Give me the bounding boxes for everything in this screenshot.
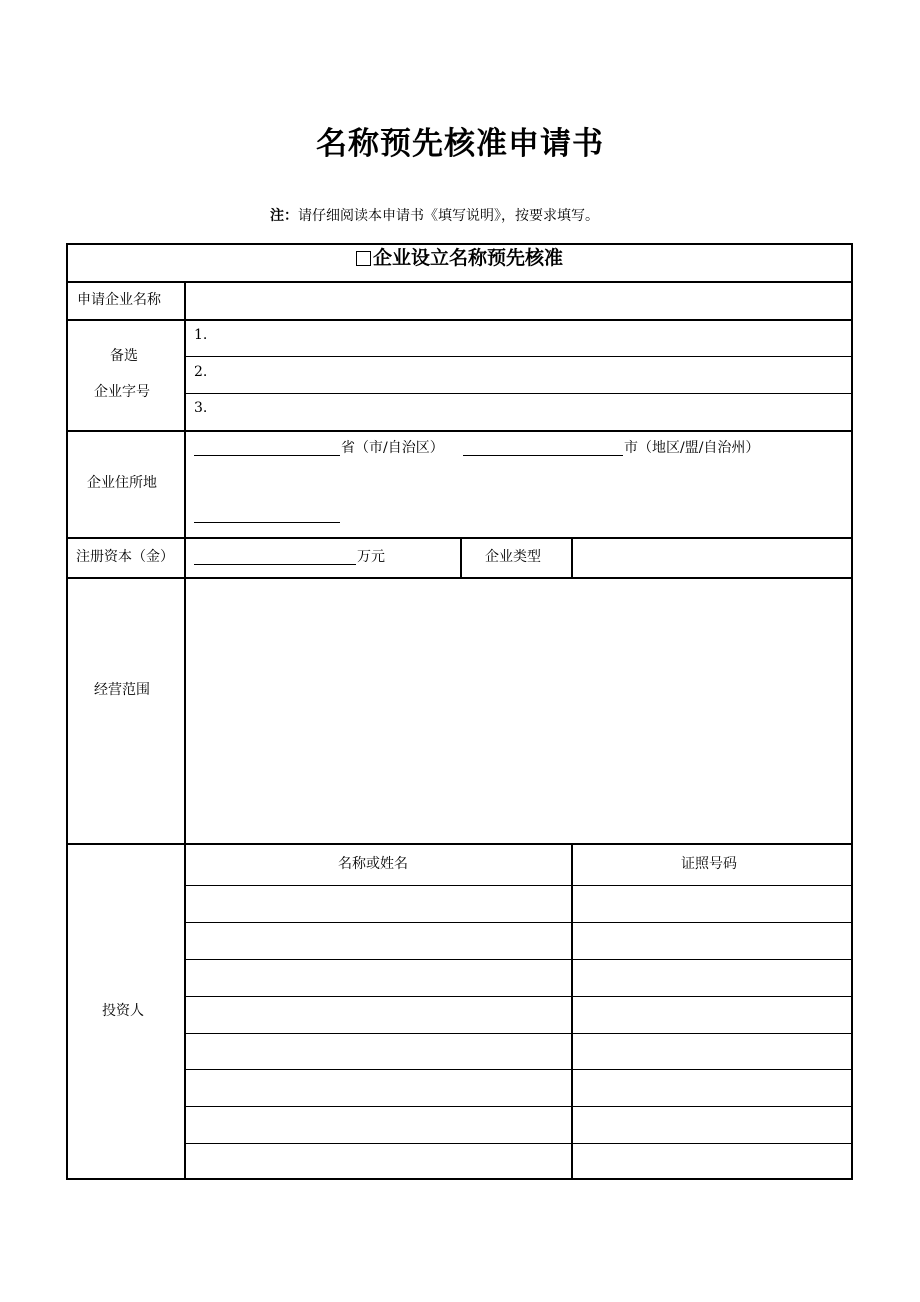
form-header-label: 企业设立名称预先核准	[372, 247, 563, 269]
row-divider	[185, 996, 853, 997]
row-divider	[185, 1143, 853, 1144]
alt-name-3-field[interactable]	[215, 396, 849, 428]
row-divider	[185, 393, 853, 394]
business-scope-label: 经营范围	[94, 682, 150, 698]
alt-name-2-field[interactable]	[215, 359, 849, 391]
note-text: 请仔细阅读本申请书《填写说明》，按要求填写。	[298, 208, 599, 224]
row-divider	[185, 1069, 853, 1070]
column-divider	[184, 283, 186, 1180]
alt-name-1-number: 1.	[194, 327, 208, 343]
checkbox[interactable]	[356, 251, 371, 266]
applicant-name-label: 申请企业名称	[77, 292, 161, 308]
alt-name-1-field[interactable]	[215, 322, 849, 354]
city-blank[interactable]	[463, 455, 623, 456]
row-divider	[185, 885, 853, 886]
row-divider	[185, 959, 853, 960]
enterprise-type-label: 企业类型	[485, 549, 541, 565]
address-detail-blank[interactable]	[194, 522, 340, 523]
column-divider	[571, 845, 573, 1180]
city-suffix: 市（地区/盟/自治州）	[624, 440, 760, 456]
note-prefix: 注：	[270, 208, 298, 224]
alt-names-label-line1: 备选	[110, 348, 138, 364]
alt-name-3-number: 3.	[194, 400, 208, 416]
column-divider	[571, 539, 573, 578]
alt-name-2-number: 2.	[194, 364, 208, 380]
capital-unit: 万元	[357, 549, 385, 565]
capital-blank[interactable]	[194, 564, 356, 565]
investor-col-id: 证照号码	[681, 856, 737, 872]
row-divider	[185, 356, 853, 357]
capital-label: 注册资本（金）	[76, 549, 174, 565]
form-header[interactable]	[68, 244, 851, 282]
investor-label: 投资人	[102, 1003, 144, 1019]
alt-names-label-line2: 企业字号	[94, 384, 150, 400]
row-divider	[185, 1033, 853, 1034]
address-label: 企业住所地	[87, 475, 157, 491]
enterprise-type-field[interactable]	[575, 542, 849, 574]
province-suffix: 省（市/自治区）	[341, 440, 444, 456]
column-divider	[460, 539, 462, 578]
investor-col-name: 名称或姓名	[338, 856, 408, 872]
province-blank[interactable]	[194, 455, 340, 456]
page-title: 名称预先核准申请书	[316, 126, 604, 162]
instruction-note	[270, 205, 599, 225]
row-divider	[185, 922, 853, 923]
business-scope-field[interactable]	[188, 582, 848, 840]
applicant-name-field[interactable]	[188, 286, 848, 316]
row-divider	[185, 1106, 853, 1107]
